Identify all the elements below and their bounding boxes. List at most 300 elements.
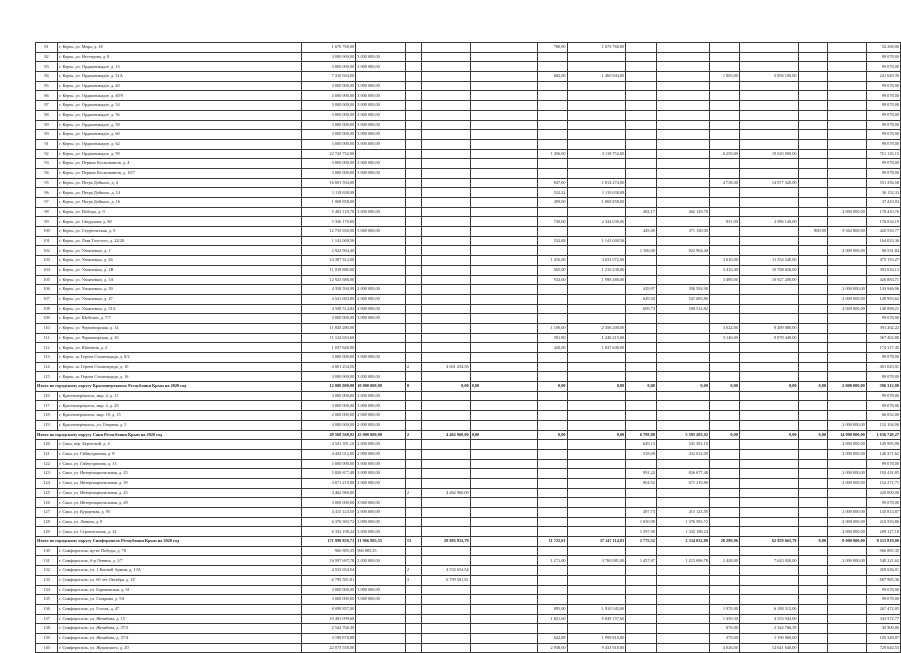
value-cell-c11: 3 146,00 <box>709 333 739 343</box>
address-cell: г. Керчь, ул. Орджоникидзе, д. 99 <box>58 149 302 159</box>
row-number: 87 <box>36 101 58 111</box>
value-cell-c5 <box>421 110 470 120</box>
value-cell-c4 <box>405 401 421 411</box>
value-cell-c2: 2 922 904,40 <box>301 246 355 256</box>
value-cell-c10: 402 129,78 <box>656 207 709 217</box>
value-cell-c14 <box>828 178 867 188</box>
value-cell-c9 <box>626 546 657 556</box>
value-cell-c14 <box>828 604 867 614</box>
value-cell-c8 <box>567 353 626 363</box>
value-cell-c8 <box>567 139 626 149</box>
address-cell: г. Керчь, ш. Героев Сталинграда, д. 16 <box>58 372 302 382</box>
value-cell-c6 <box>470 391 537 401</box>
value-cell-c8: 5 849 157,60 <box>567 614 626 624</box>
value-cell-c5 <box>421 227 470 237</box>
value-cell-c10 <box>656 256 709 266</box>
value-cell-c14 <box>828 130 867 140</box>
value-cell-c8 <box>567 401 626 411</box>
value-cell-c5 <box>421 159 470 169</box>
address-cell: г. Керчь, ул. Петра Дейкало, д. 14 <box>58 188 302 198</box>
value-cell-c3: 3 000 000,00 <box>356 139 406 149</box>
value-cell-c9: 445,00 <box>626 227 657 237</box>
value-cell-c10 <box>656 52 709 62</box>
value-cell-c14 <box>828 585 867 595</box>
value-cell-c7: 11 725,61 <box>537 537 567 547</box>
value-cell-c9 <box>626 604 657 614</box>
value-cell-c4 <box>405 449 421 459</box>
value-cell-c6 <box>470 130 537 140</box>
value-cell-c11 <box>709 488 739 498</box>
value-cell-c12 <box>739 420 798 430</box>
table-row <box>36 362 901 372</box>
value-cell-c8 <box>567 566 626 576</box>
value-cell-c2: 5 826 677,48 <box>301 469 355 479</box>
value-cell-c9 <box>626 217 657 227</box>
value-cell-c15: 66 052,00 <box>866 411 900 421</box>
value-cell-c10 <box>656 323 709 333</box>
value-cell-c2: 3 000 000,00 <box>301 91 355 101</box>
value-cell-c10: 541 391,10 <box>656 440 709 450</box>
value-cell-c11 <box>709 304 739 314</box>
value-cell-c7: 622,88 <box>537 633 567 643</box>
value-cell-c14 <box>828 198 867 208</box>
table-row <box>36 227 901 237</box>
value-cell-c6 <box>470 353 537 363</box>
table-row <box>36 353 901 363</box>
value-cell-c5 <box>421 139 470 149</box>
value-cell-c8 <box>567 449 626 459</box>
value-cell-c11: 2 428,00 <box>709 556 739 566</box>
value-cell-c11: 4 026,00 <box>709 643 739 653</box>
value-cell-c6 <box>470 294 537 304</box>
value-cell-c6 <box>470 469 537 479</box>
value-cell-c11 <box>709 362 739 372</box>
value-cell-c3 <box>356 614 406 624</box>
value-cell-c5 <box>421 285 470 295</box>
value-cell-c13 <box>798 604 827 614</box>
value-cell-c4 <box>405 633 421 643</box>
value-cell-c3: 3 000 000,00 <box>356 207 406 217</box>
value-cell-c2: 4 358 594,98 <box>301 285 355 295</box>
value-cell-c9 <box>626 275 657 285</box>
value-cell-c12: 11 354 240,00 <box>739 256 798 266</box>
value-cell-c7 <box>537 595 567 605</box>
value-cell-c15: 99 078,00 <box>866 459 900 469</box>
value-cell-c13 <box>798 546 827 556</box>
value-cell-c3: 3 000 000,00 <box>356 52 406 62</box>
value-cell-c15: 154 271,71 <box>866 478 900 488</box>
value-cell-c13 <box>798 411 827 421</box>
value-cell-c4 <box>405 130 421 140</box>
address-cell: г. Керчь, ул. Нестерова, д. 8 <box>58 52 302 62</box>
value-cell-c13 <box>798 149 827 159</box>
value-cell-c5 <box>421 236 470 246</box>
table-row <box>36 449 901 459</box>
value-cell-c15: 1 636 749,27 <box>866 430 900 440</box>
value-cell-c3 <box>356 149 406 159</box>
value-cell-c2: 3 000 000,00 <box>301 372 355 382</box>
value-cell-c9 <box>626 614 657 624</box>
value-cell-c11 <box>709 372 739 382</box>
value-cell-c6 <box>470 478 537 488</box>
value-cell-c4 <box>405 285 421 295</box>
value-cell-c13 <box>798 343 827 353</box>
value-cell-c13 <box>798 217 827 227</box>
value-cell-c9 <box>626 585 657 595</box>
value-cell-c9: 649,13 <box>626 440 657 450</box>
value-cell-c5 <box>421 411 470 421</box>
value-cell-c7: 1 416,00 <box>537 256 567 266</box>
value-cell-c10: 432 012,00 <box>656 449 709 459</box>
value-cell-c12 <box>739 372 798 382</box>
value-cell-c8 <box>567 391 626 401</box>
row-number: 120 <box>36 440 58 450</box>
value-cell-c6 <box>470 440 537 450</box>
value-cell-c12 <box>739 52 798 62</box>
value-cell-c8: 1 141 000,56 <box>567 236 626 246</box>
value-cell-c5 <box>421 275 470 285</box>
value-cell-c9: 429,97 <box>626 285 657 295</box>
address-cell: г. Саки, ул. Гайнутдинова, д. 8 <box>58 449 302 459</box>
value-cell-c13 <box>798 198 827 208</box>
value-cell-c11: 3 410,40 <box>709 265 739 275</box>
value-cell-c7: 895,00 <box>537 604 567 614</box>
table-row <box>36 91 901 101</box>
value-cell-c13 <box>798 643 827 653</box>
value-cell-c10: 922 904,40 <box>656 246 709 256</box>
value-cell-c11: 3 480,00 <box>709 275 739 285</box>
value-cell-c14 <box>828 62 867 72</box>
value-cell-c7 <box>537 575 567 585</box>
row-number: 137 <box>36 614 58 624</box>
value-cell-c10: 371 130,00 <box>656 227 709 237</box>
value-cell-c12 <box>739 391 798 401</box>
value-cell-c6 <box>470 188 537 198</box>
subtotal-row <box>36 382 901 392</box>
value-cell-c7: 0,00 <box>537 430 567 440</box>
value-cell-c14 <box>828 314 867 324</box>
value-cell-c3: 3 000 000,00 <box>356 585 406 595</box>
value-cell-c4: 2 <box>405 488 421 498</box>
table-row <box>36 643 901 653</box>
value-cell-c15: 178 410,76 <box>866 207 900 217</box>
value-cell-c15: 367 402,88 <box>866 333 900 343</box>
value-cell-c15: 99 078,00 <box>866 353 900 363</box>
value-cell-c11 <box>709 478 739 488</box>
value-cell-c3: 2 000 000,00 <box>356 420 406 430</box>
row-number: 84 <box>36 72 58 82</box>
value-cell-c14: 2 000 000,00 <box>828 556 867 566</box>
value-cell-c3: 3 000 000,00 <box>356 459 406 469</box>
value-cell-c14: 14 000 000,00 <box>828 430 867 440</box>
value-cell-c12 <box>739 401 798 411</box>
value-cell-c13 <box>798 401 827 411</box>
value-cell-c8 <box>567 120 626 130</box>
value-cell-c3 <box>356 488 406 498</box>
value-cell-c5 <box>421 527 470 537</box>
value-cell-c3: 3 000 000,00 <box>356 469 406 479</box>
value-cell-c10 <box>656 275 709 285</box>
value-cell-c10 <box>656 333 709 343</box>
address-cell: г. Саки, ул. Интернациональная, д. 49 <box>58 498 302 508</box>
value-cell-c12 <box>739 139 798 149</box>
value-cell-c3: 10 000 000,00 <box>356 382 406 392</box>
value-cell-c10: 541 683,80 <box>656 294 709 304</box>
value-cell-c13 <box>798 527 827 537</box>
value-cell-c11: 6 250,00 <box>709 149 739 159</box>
table-row <box>36 120 901 130</box>
value-cell-c12 <box>739 469 798 479</box>
value-cell-c5 <box>421 624 470 634</box>
row-number: 115 <box>36 372 58 382</box>
value-cell-c13 <box>798 614 827 624</box>
value-cell-c3: 3 000 000,00 <box>356 353 406 363</box>
value-cell-c10: 358 594,98 <box>656 285 709 295</box>
address-cell: г. Керчь, ул. Ульяновых, д. 47 <box>58 294 302 304</box>
value-cell-c8 <box>567 314 626 324</box>
value-cell-c15: 99 078,00 <box>866 168 900 178</box>
value-cell-c2: 171 998 839,73 <box>301 537 355 547</box>
address-cell: г. Керчь, ул. Орджоникидзе, д. 31А <box>58 72 302 82</box>
value-cell-c4 <box>405 275 421 285</box>
value-cell-c2: 3 000 000,00 <box>301 101 355 111</box>
value-cell-c8 <box>567 420 626 430</box>
value-cell-c13 <box>798 256 827 266</box>
value-cell-c13 <box>798 575 827 585</box>
value-cell-c9 <box>626 168 657 178</box>
table-row <box>36 575 901 585</box>
value-cell-c9 <box>626 120 657 130</box>
value-cell-c9 <box>626 595 657 605</box>
row-number: 133 <box>36 575 58 585</box>
value-cell-c4 <box>405 372 421 382</box>
value-cell-c9 <box>626 333 657 343</box>
value-cell-c8 <box>567 624 626 634</box>
value-cell-c14 <box>828 265 867 275</box>
value-cell-c2: 8 098 857,00 <box>301 604 355 614</box>
value-cell-c15: 99 078,00 <box>866 585 900 595</box>
value-cell-c15: 458 656,91 <box>866 566 900 576</box>
value-cell-c8 <box>567 294 626 304</box>
table-row <box>36 265 901 275</box>
value-cell-c9: 991,22 <box>626 469 657 479</box>
value-cell-c14 <box>828 72 867 82</box>
value-cell-c8 <box>567 227 626 237</box>
value-cell-c11 <box>709 566 739 576</box>
value-cell-c15: 99 078,00 <box>866 314 900 324</box>
value-cell-c11 <box>709 43 739 53</box>
value-cell-c4 <box>405 420 421 430</box>
row-number: 127 <box>36 508 58 518</box>
value-cell-c7 <box>537 624 567 634</box>
value-cell-c6 <box>470 246 537 256</box>
value-cell-c5 <box>421 304 470 314</box>
value-cell-c11: 3 022,00 <box>709 323 739 333</box>
value-cell-c13 <box>798 265 827 275</box>
table-row <box>36 633 901 643</box>
value-cell-c13 <box>798 81 827 91</box>
value-cell-c6 <box>470 343 537 353</box>
value-cell-c12 <box>739 294 798 304</box>
value-cell-c3: 3 000 000,00 <box>356 81 406 91</box>
value-cell-c6 <box>470 120 537 130</box>
value-cell-c6 <box>470 139 537 149</box>
value-cell-c13 <box>798 110 827 120</box>
address-cell: г. Керчь, ул. Юннатов, д. 2 <box>58 343 302 353</box>
value-cell-c9 <box>626 401 657 411</box>
value-cell-c3: 2 000 000,00 <box>356 449 406 459</box>
value-cell-c15: 192 431,85 <box>866 469 900 479</box>
row-number: 104 <box>36 265 58 275</box>
value-cell-c8: 1 068 858,00 <box>567 198 626 208</box>
address-cell: г. Керчь, ул. Орджоникидзе, д. 40/9 <box>58 91 302 101</box>
value-cell-c14 <box>828 595 867 605</box>
value-cell-c3 <box>356 624 406 634</box>
value-cell-c11 <box>709 517 739 527</box>
value-cell-c2: 6 332 198,24 <box>301 527 355 537</box>
row-number: 125 <box>36 488 58 498</box>
row-number: 126 <box>36 498 58 508</box>
value-cell-c8: 1 910 545,00 <box>567 604 626 614</box>
value-cell-c4 <box>405 198 421 208</box>
address-cell: г. Керчь, ул. Мира, д. 18 <box>58 43 302 53</box>
value-cell-c15: 401 043,91 <box>866 362 900 372</box>
value-cell-c7 <box>537 62 567 72</box>
value-cell-c12: 2 542 766,39 <box>739 624 798 634</box>
table-row <box>36 595 901 605</box>
value-cell-c11: 0,00 <box>709 382 739 392</box>
value-cell-c10 <box>656 498 709 508</box>
value-cell-c9: 518,00 <box>626 449 657 459</box>
value-cell-c4 <box>405 101 421 111</box>
value-cell-c5: 6 799 581,81 <box>421 575 470 585</box>
value-cell-c2: 1 068 858,00 <box>301 198 355 208</box>
value-cell-c4 <box>405 624 421 634</box>
value-cell-c15: 37 410,03 <box>866 198 900 208</box>
value-cell-c12: 7 623 920,00 <box>739 556 798 566</box>
value-cell-c3 <box>356 256 406 266</box>
value-cell-c12: 4 553 942,00 <box>739 614 798 624</box>
value-cell-c3 <box>356 236 406 246</box>
address-cell: г. Саки, ул. Интернациональная, д. 25 <box>58 469 302 479</box>
value-cell-c10 <box>656 81 709 91</box>
value-cell-c9 <box>626 372 657 382</box>
subtotal-row <box>36 537 901 547</box>
row-number: 108 <box>36 304 58 314</box>
value-cell-c12 <box>739 198 798 208</box>
value-cell-c9 <box>626 178 657 188</box>
value-cell-c9 <box>626 236 657 246</box>
value-cell-c15: 99 078,00 <box>866 372 900 382</box>
value-cell-c3: 3 000 000,00 <box>356 401 406 411</box>
value-cell-c10: 826 677,48 <box>656 469 709 479</box>
table-row <box>36 275 901 285</box>
value-cell-c14: 2 000 000,00 <box>828 469 867 479</box>
value-cell-c10: 0,00 <box>656 382 709 392</box>
value-cell-c15: 751 135,15 <box>866 149 900 159</box>
value-cell-c13 <box>798 595 827 605</box>
value-cell-c7 <box>537 391 567 401</box>
value-cell-c12 <box>739 101 798 111</box>
value-cell-c9: 804,92 <box>626 478 657 488</box>
value-cell-c4: 3 <box>405 575 421 585</box>
table-row <box>36 130 901 140</box>
value-cell-c8 <box>567 585 626 595</box>
value-cell-c9 <box>626 110 657 120</box>
value-cell-c2: 966 885,35 <box>301 546 355 556</box>
value-cell-c4: 13 <box>405 537 421 547</box>
value-cell-c7: 1 100,00 <box>537 323 567 333</box>
value-cell-c10 <box>656 149 709 159</box>
value-cell-c5 <box>421 498 470 508</box>
table-row <box>36 149 901 159</box>
value-cell-c15: 99 078,00 <box>866 101 900 111</box>
address-cell: г. Керчь, ул. Орджоникидзе, д. 60 <box>58 130 302 140</box>
value-cell-c4 <box>405 517 421 527</box>
value-cell-c12: 2 986 140,00 <box>739 217 798 227</box>
address-cell: г. Керчь, ул. Ульяновых, д. 2В <box>58 265 302 275</box>
value-cell-c5 <box>421 52 470 62</box>
value-cell-c7 <box>537 362 567 372</box>
value-cell-c11: 951,00 <box>709 217 739 227</box>
value-cell-c9: 1 457,67 <box>626 556 657 566</box>
value-cell-c10 <box>656 217 709 227</box>
value-cell-c9 <box>626 459 657 469</box>
value-cell-c8: 1 814 274,00 <box>567 178 626 188</box>
value-cell-c12 <box>739 566 798 576</box>
value-cell-c5 <box>421 643 470 653</box>
value-cell-c9 <box>626 159 657 169</box>
value-cell-c8 <box>567 459 626 469</box>
value-cell-c8: 2 356 200,00 <box>567 323 626 333</box>
value-cell-c9: 482,17 <box>626 207 657 217</box>
value-cell-c2: 16 597 697,78 <box>301 556 355 566</box>
value-cell-c8: 9 433 918,00 <box>567 643 626 653</box>
value-cell-c4 <box>405 556 421 566</box>
value-cell-c10 <box>656 585 709 595</box>
value-cell-c3: 25 000 000,00 <box>356 430 406 440</box>
value-cell-c8: 1 246 215,60 <box>567 333 626 343</box>
value-cell-c13 <box>798 139 827 149</box>
row-number: 85 <box>36 81 58 91</box>
row-number: 103 <box>36 256 58 266</box>
value-cell-c10 <box>656 546 709 556</box>
row-number: 98 <box>36 207 58 217</box>
value-cell-c4 <box>405 149 421 159</box>
value-cell-c12: 10 708 656,00 <box>739 265 798 275</box>
value-cell-c2: 11 124 653,60 <box>301 333 355 343</box>
value-cell-c6 <box>470 81 537 91</box>
value-cell-c3: 3 000 000,00 <box>356 101 406 111</box>
value-cell-c3: 3 000 000,00 <box>356 120 406 130</box>
value-cell-c10 <box>656 159 709 169</box>
value-cell-c14 <box>828 217 867 227</box>
address-cell: г. Керчь, ул. Ульяновых, д. 1 <box>58 246 302 256</box>
value-cell-c4 <box>405 585 421 595</box>
row-number: 89 <box>36 120 58 130</box>
value-cell-c8 <box>567 130 626 140</box>
value-cell-c15: 220 000,00 <box>866 488 900 498</box>
value-cell-c4 <box>405 643 421 653</box>
value-cell-c7 <box>537 227 567 237</box>
table-row <box>36 217 901 227</box>
value-cell-c5 <box>421 614 470 624</box>
value-cell-c15: 99 078,00 <box>866 595 900 605</box>
value-cell-c4 <box>405 52 421 62</box>
table-row <box>36 527 901 537</box>
value-cell-c15: 176 034,19 <box>866 217 900 227</box>
value-cell-c9: 2 775,52 <box>626 537 657 547</box>
